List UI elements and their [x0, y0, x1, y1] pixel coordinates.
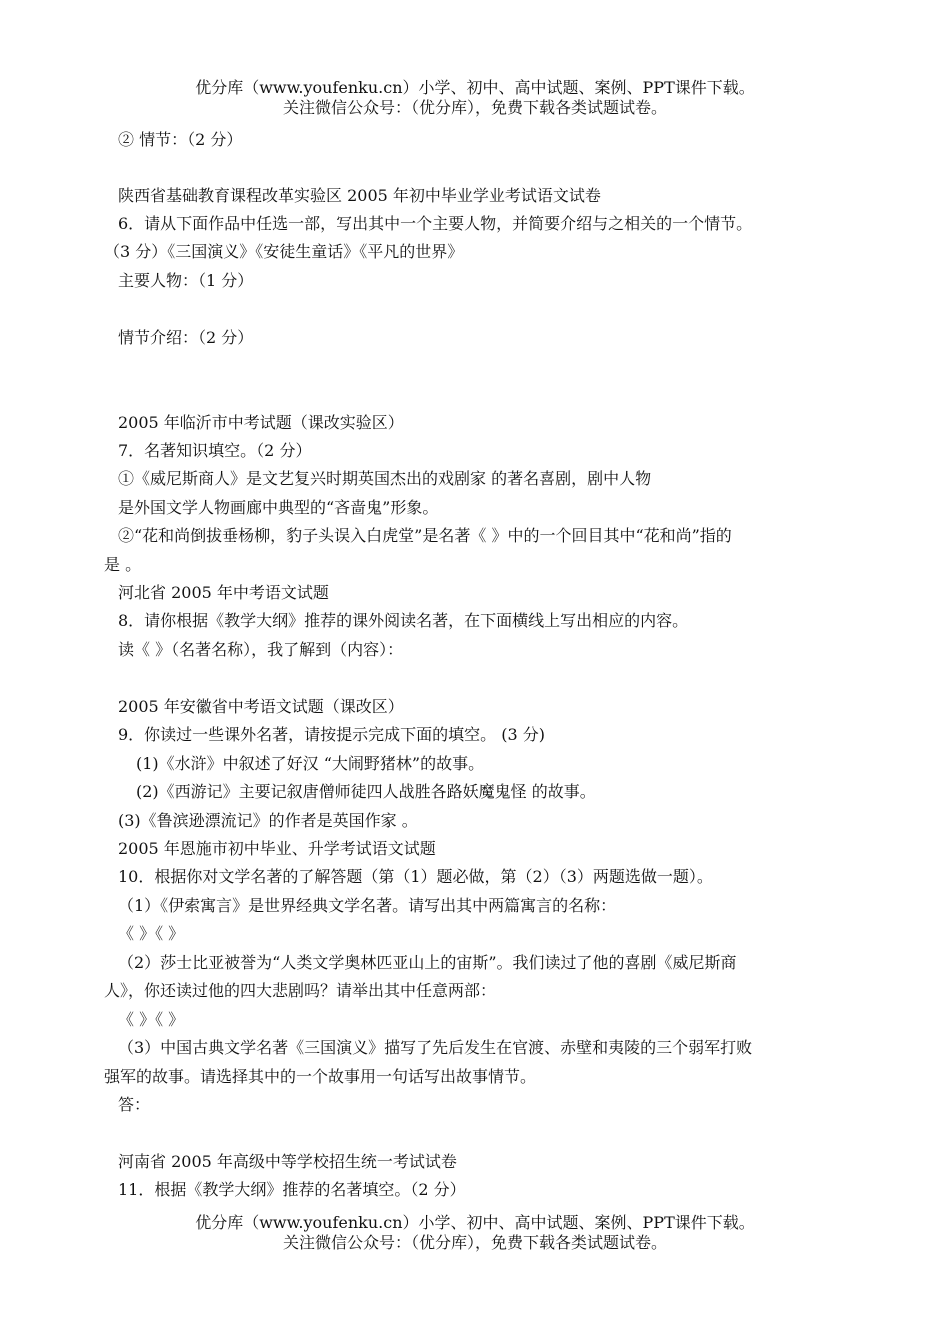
question-10: 10．根据你对文学名著的了解答题（第（1）题必做，第（2）（3）两题选做一题）。	[118, 867, 713, 886]
section-heading: 河南省 2005 年高级中等学校招生统一考试试卷	[118, 1152, 457, 1171]
text-line: （3）中国古典文学名著《三国演义》描写了先后发生在官渡、赤壁和夷陵的三个弱军打败	[118, 1038, 753, 1057]
section-heading: 2005 年恩施市初中毕业、升学考试语文试题	[118, 839, 436, 858]
text-line: 《 》《 》	[118, 1010, 185, 1029]
text-line: ①《威尼斯商人》是文艺复兴时期英国杰出的戏剧家 的著名喜剧，剧中人物	[118, 469, 652, 488]
text-line: (3)《鲁滨逊漂流记》的作者是英国作家 。	[118, 811, 418, 830]
footer-line-1: 优分库（www.youfenku.cn）小学、初中、高中试题、案例、PPT课件下载。	[195, 1213, 755, 1232]
section-heading: 陕西省基础教育课程改革实验区 2005 年初中毕业学业考试语文试卷	[118, 186, 601, 205]
section-heading: 2005 年安徽省中考语文试题（课改区）	[118, 697, 404, 716]
header-line-1: 优分库（www.youfenku.cn）小学、初中、高中试题、案例、PPT课件下载。	[195, 78, 755, 97]
text-line: 情节介绍：（2 分）	[118, 328, 254, 347]
text-line: （1）《伊索寓言》是世界经典文学名著。请写出其中两篇寓言的名称：	[118, 896, 617, 915]
question-11: 11．根据《教学大纲》推荐的名著填空。（2 分）	[118, 1180, 466, 1199]
text-line: 强军的故事。请选择其中的一个故事用一句话写出故事情节。	[104, 1067, 537, 1086]
footer-line-2: 关注微信公众号：（优分库），免费下载各类试题试卷。	[282, 1233, 667, 1252]
text-line: ②“花和尚倒拔垂杨柳，豹子头误入白虎堂”是名著《 》中的一个回目其中“花和尚”指的	[118, 526, 732, 545]
text-line: 《 》《 》	[118, 924, 185, 943]
text-line: （2）莎士比亚被誉为“人类文学奥林匹亚山上的宙斯”。我们读过了他的喜剧《威尼斯商	[118, 953, 737, 972]
section-heading: 河北省 2005 年中考语文试题	[118, 583, 329, 602]
text-line: 答：	[118, 1095, 151, 1114]
text-line: (1)《水浒》中叙述了好汉 “大闹野猪林”的故事。	[136, 754, 485, 773]
text-line: (2)《西游记》主要记叙唐僧师徒四人战胜各路妖魔鬼怪 的故事。	[136, 782, 596, 801]
question-9: 9．你读过一些课外名著，请按提示完成下面的填空。 (3 分)	[118, 725, 546, 744]
question-6: 6．请从下面作品中任选一部，写出其中一个主要人物，并简要介绍与之相关的一个情节。	[118, 214, 753, 233]
question-7: 7．名著知识填空。（2 分）	[118, 441, 312, 460]
text-line: 读《 》（名著名称），我了解到（内容）：	[118, 640, 404, 659]
text-line: 人》，你还读过他的四大悲剧吗？请举出其中任意两部：	[104, 981, 497, 1000]
text-line: ② 情节：（2 分）	[118, 130, 243, 149]
text-line: 主要人物：（1 分）	[118, 271, 254, 290]
text-line: 是外国文学人物画廊中典型的“吝啬鬼”形象。	[118, 498, 439, 517]
section-heading: 2005 年临沂市中考试题（课改实验区）	[118, 413, 404, 432]
text-line: （3 分）《三国演义》《安徒生童话》《平凡的世界》	[104, 242, 464, 261]
header-line-2: 关注微信公众号：（优分库），免费下载各类试题试卷。	[282, 98, 667, 117]
question-8: 8．请你根据《教学大纲》推荐的课外阅读名著，在下面横线上写出相应的内容。	[118, 611, 689, 630]
text-line: 是 。	[104, 555, 142, 574]
